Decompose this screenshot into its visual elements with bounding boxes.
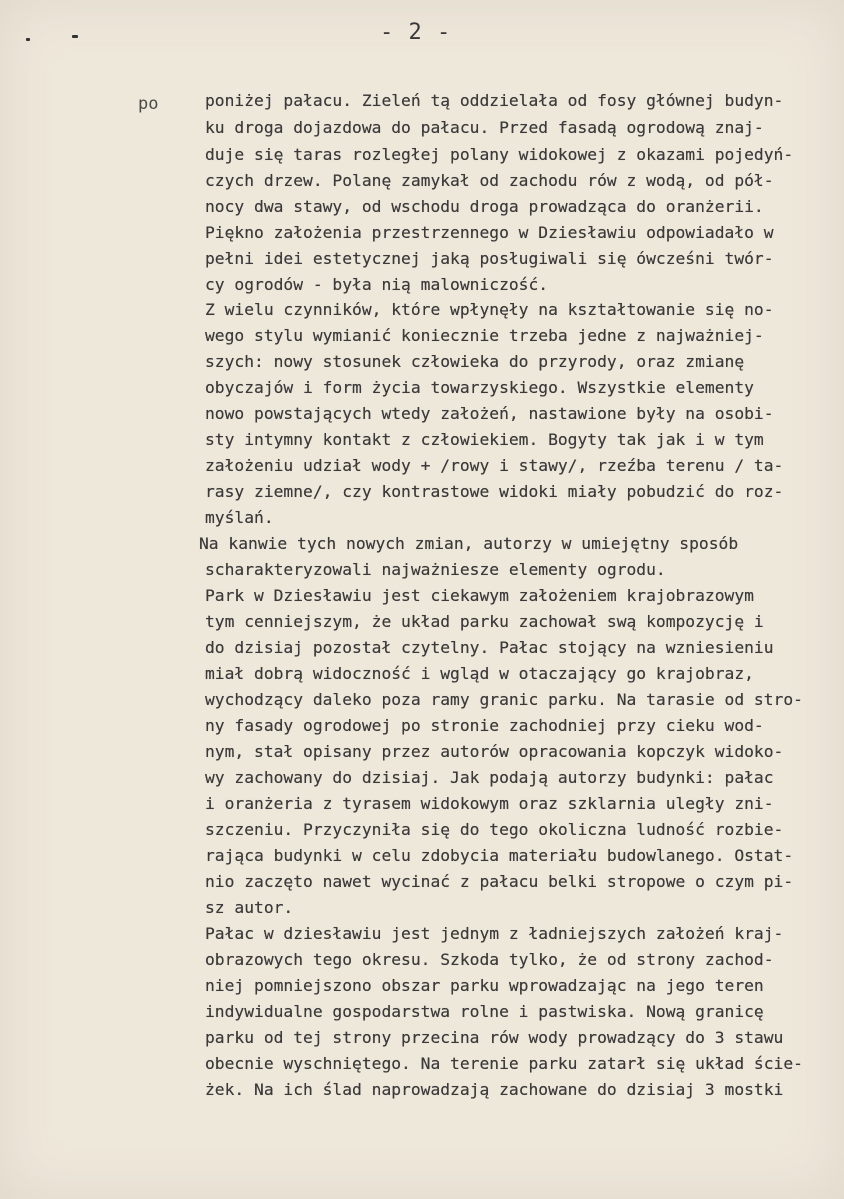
text-line: Z wielu czynników, które wpłynęły na kształtowanie się no- xyxy=(205,300,774,319)
text-line: tym cenniejszym, że układ parku zachował swą kompozycję i xyxy=(205,612,764,631)
text-line: sty intymny kontakt z człowiekiem. Bogyty tak jak i w tym xyxy=(205,430,764,449)
text-line: Park w Dziesławiu jest ciekawym założeniem krajobrazowym xyxy=(205,586,754,605)
text-line: obyczajów i form życia towarzyskiego. Wszystkie elementy xyxy=(205,378,754,397)
text-line: rasy ziemne/, czy kontrastowe widoki miały pobudzić do roz- xyxy=(205,482,784,501)
text-line: myślań. xyxy=(205,508,274,527)
text-line: do dzisiaj pozostał czytelny. Pałac stojący na wzniesieniu xyxy=(205,638,774,657)
text-line: duje się taras rozległej polany widokowej z okazami pojedyń- xyxy=(205,145,794,164)
page-number: - 2 - xyxy=(380,20,452,45)
text-line: indywidualne gospodarstwa rolne i pastwiska. Nową granicę xyxy=(205,1002,764,1021)
text-line: szych: nowy stosunek człowieka do przyrody, oraz zmianę xyxy=(205,352,745,371)
punch-mark xyxy=(72,35,78,38)
text-line: sz autor. xyxy=(205,898,294,917)
text-line: założeniu udział wody + /rowy i stawy/, rzeźba terenu / ta- xyxy=(205,456,784,475)
text-line: ny fasady ogrodowej po stronie zachodniej przy cieku wod- xyxy=(205,716,764,735)
text-line: cy ogrodów - była nią malowniczość. xyxy=(205,275,549,294)
text-line: rająca budynki w celu zdobycia materiału budowlanego. Ostat- xyxy=(205,846,794,865)
text-line: obrazowych tego okresu. Szkoda tylko, że od strony zachod- xyxy=(205,950,774,969)
text-line: nym, stał opisany przez autorów opracowania kopczyk widoko- xyxy=(205,742,784,761)
text-line: miał dobrą widoczność i wgląd w otaczający go krajobraz, xyxy=(205,664,754,683)
text-line: Pałac w dziesławiu jest jednym z ładniejszych założeń kraj- xyxy=(205,924,784,943)
text-line: wego stylu wymianić koniecznie trzeba jedne z najważniej- xyxy=(205,326,764,345)
margin-note: po xyxy=(138,94,159,114)
text-line: i oranżeria z tyrasem widokowym oraz szklarnia uległy zni- xyxy=(205,794,774,813)
text-line: nowo powstających wtedy założeń, nastawione były na osobi- xyxy=(205,404,774,423)
text-line: niej pomniejszono obszar parku wprowadzając na jego teren xyxy=(205,976,764,995)
text-line: szczeniu. Przyczyniła się do tego okoliczna ludność rozbie- xyxy=(205,820,784,839)
text-line: Piękno założenia przestrzennego w Dziesławiu odpowiadało w xyxy=(205,223,774,242)
text-line: nio zaczęto nawet wycinać z pałacu belki stropowe o czym pi- xyxy=(205,872,794,891)
text-line: żek. Na ich ślad naprowadzają zachowane do dzisiaj 3 mostki xyxy=(205,1080,784,1099)
text-line: czych drzew. Polanę zamykał od zachodu rów z wodą, od pół- xyxy=(205,171,774,190)
text-line: wychodzący daleko poza ramy granic parku. Na tarasie od stro- xyxy=(205,690,803,709)
text-line: parku od tej strony przecina rów wody prowadzący do 3 stawu xyxy=(205,1028,784,1047)
text-line: obecnie wyschniętego. Na terenie parku zatarł się układ ście- xyxy=(205,1054,803,1073)
punch-mark xyxy=(26,38,30,41)
text-line: nocy dwa stawy, od wschodu droga prowadząca do oranżerii. xyxy=(205,197,764,216)
text-line: Na kanwie tych nowych zmian, autorzy w umiejętny sposób xyxy=(199,534,739,553)
text-line: pełni idei estetycznej jaką posługiwali się ówcześni twór- xyxy=(205,249,774,268)
text-line: ku droga dojazdowa do pałacu. Przed fasadą ogrodową znaj- xyxy=(205,118,764,137)
text-line: wy zachowany do dzisiaj. Jak podają autorzy budynki: pałac xyxy=(205,768,774,787)
text-line: poniżej pałacu. Zieleń tą oddzielała od fosy głównej budyn- xyxy=(205,91,784,110)
text-line: scharakteryzowali najważniesze elementy ogrodu. xyxy=(205,560,666,579)
